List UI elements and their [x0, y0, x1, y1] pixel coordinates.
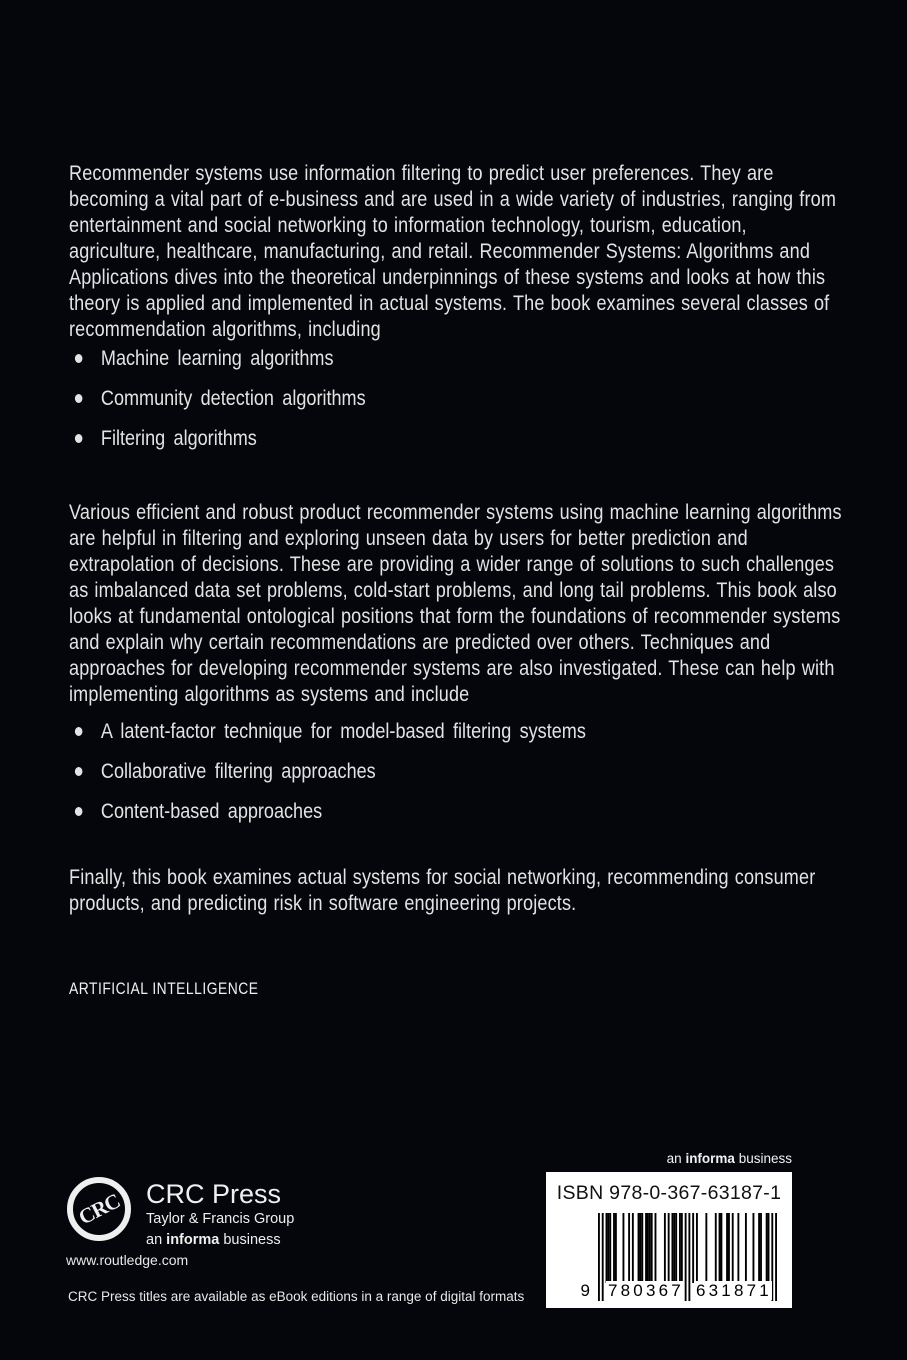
blurb-paragraph-1: Recommender systems use information filtering to predict user preferences. They are becoming a vital part of e-business and are used in a wide variety of industries, ranging from entertainment and social networking to information technology, tourism, education, agriculture, healthcare, manufacturing, and retail. Recommender Systems: Algorithms and Applications dives into the theoretical underpinnings of these systems and looks at how this theory is applied and implemented in actual systems. The book examines several classes of recommendation algorithms, including: [69, 160, 837, 341]
crc-press-logo: [67, 1177, 131, 1241]
tagline-suffix: business: [219, 1232, 281, 1248]
bullet-dot-icon: [75, 394, 83, 403]
bullet-item-label: Machine learning algorithms: [100, 346, 334, 370]
list-item: [69, 425, 842, 451]
informa-bold: informa: [685, 1151, 735, 1166]
list-item: [69, 798, 842, 824]
bullet-list-1: [69, 345, 842, 465]
list-item: [69, 758, 842, 784]
tagline-prefix: an: [146, 1232, 167, 1248]
bullet-item-label: Community detection algorithms: [100, 386, 366, 410]
bullet-item-label: A latent-factor technique for model-based filtering systems: [100, 719, 586, 743]
bullet-dot-icon: [75, 434, 83, 443]
list-item: [69, 718, 842, 744]
website-url: www.routledge.com: [66, 1252, 189, 1268]
isbn-label: ISBN 978-0-367-63187-1: [556, 1182, 782, 1204]
tagline-informa: informa: [166, 1232, 220, 1248]
list-item: [69, 345, 842, 371]
list-item: [69, 385, 842, 411]
publisher-block: [146, 1180, 294, 1248]
bullet-item-label: Content-based approaches: [100, 799, 323, 823]
informa-suffix: business: [734, 1151, 792, 1166]
bullet-dot-icon: [75, 354, 83, 363]
blurb-paragraph-3: Finally, this book examines actual systems for social networking, recommending consumer products, and predicting risk in software engineering projects.: [69, 864, 816, 915]
informa-business-label: [546, 1151, 792, 1166]
bullet-dot-icon: [75, 767, 83, 776]
bullet-dot-icon: [75, 727, 83, 736]
barcode-digit-first: 9: [580, 1281, 590, 1300]
barcode-digits-group1: 780367: [608, 1281, 684, 1300]
blurb-paragraph-2: Various efficient and robust product recommender systems using machine learning algorithms are helpful in filtering and exploring unseen data by users for better prediction and extrapolation of decisions. These are providing a wider range of solutions to such challenges as imbalanced data set problems, cold-start problems, and long tail problems. This book also looks at fundamental ontological positions that form the foundations of recommender systems and explain why certain recommendations are predicted over others. Techniques and approaches for developing recommender systems are also investigated. These can help with implementing algorithms as systems and include: [69, 499, 842, 706]
publisher-tagline: [146, 1232, 294, 1248]
ebook-availability-note: CRC Press titles are available as eBook editions in a range of digital formats: [68, 1289, 525, 1304]
publisher-group: Taylor & Francis Group: [146, 1211, 295, 1227]
publisher-name: CRC Press: [146, 1179, 282, 1209]
bullet-item-label: Collaborative filtering approaches: [100, 759, 376, 783]
bullet-item-label: Filtering algorithms: [100, 426, 257, 450]
informa-prefix: an: [666, 1151, 686, 1166]
bullet-dot-icon: [75, 807, 83, 816]
crc-monogram: CRC: [74, 1188, 124, 1229]
category-label: ARTIFICIAL INTELLIGENCE: [69, 980, 259, 998]
barcode-digits-group2: 631871: [696, 1281, 772, 1300]
bullet-list-2: [69, 718, 842, 838]
isbn-box: [546, 1172, 792, 1308]
barcode: [580, 1213, 777, 1301]
